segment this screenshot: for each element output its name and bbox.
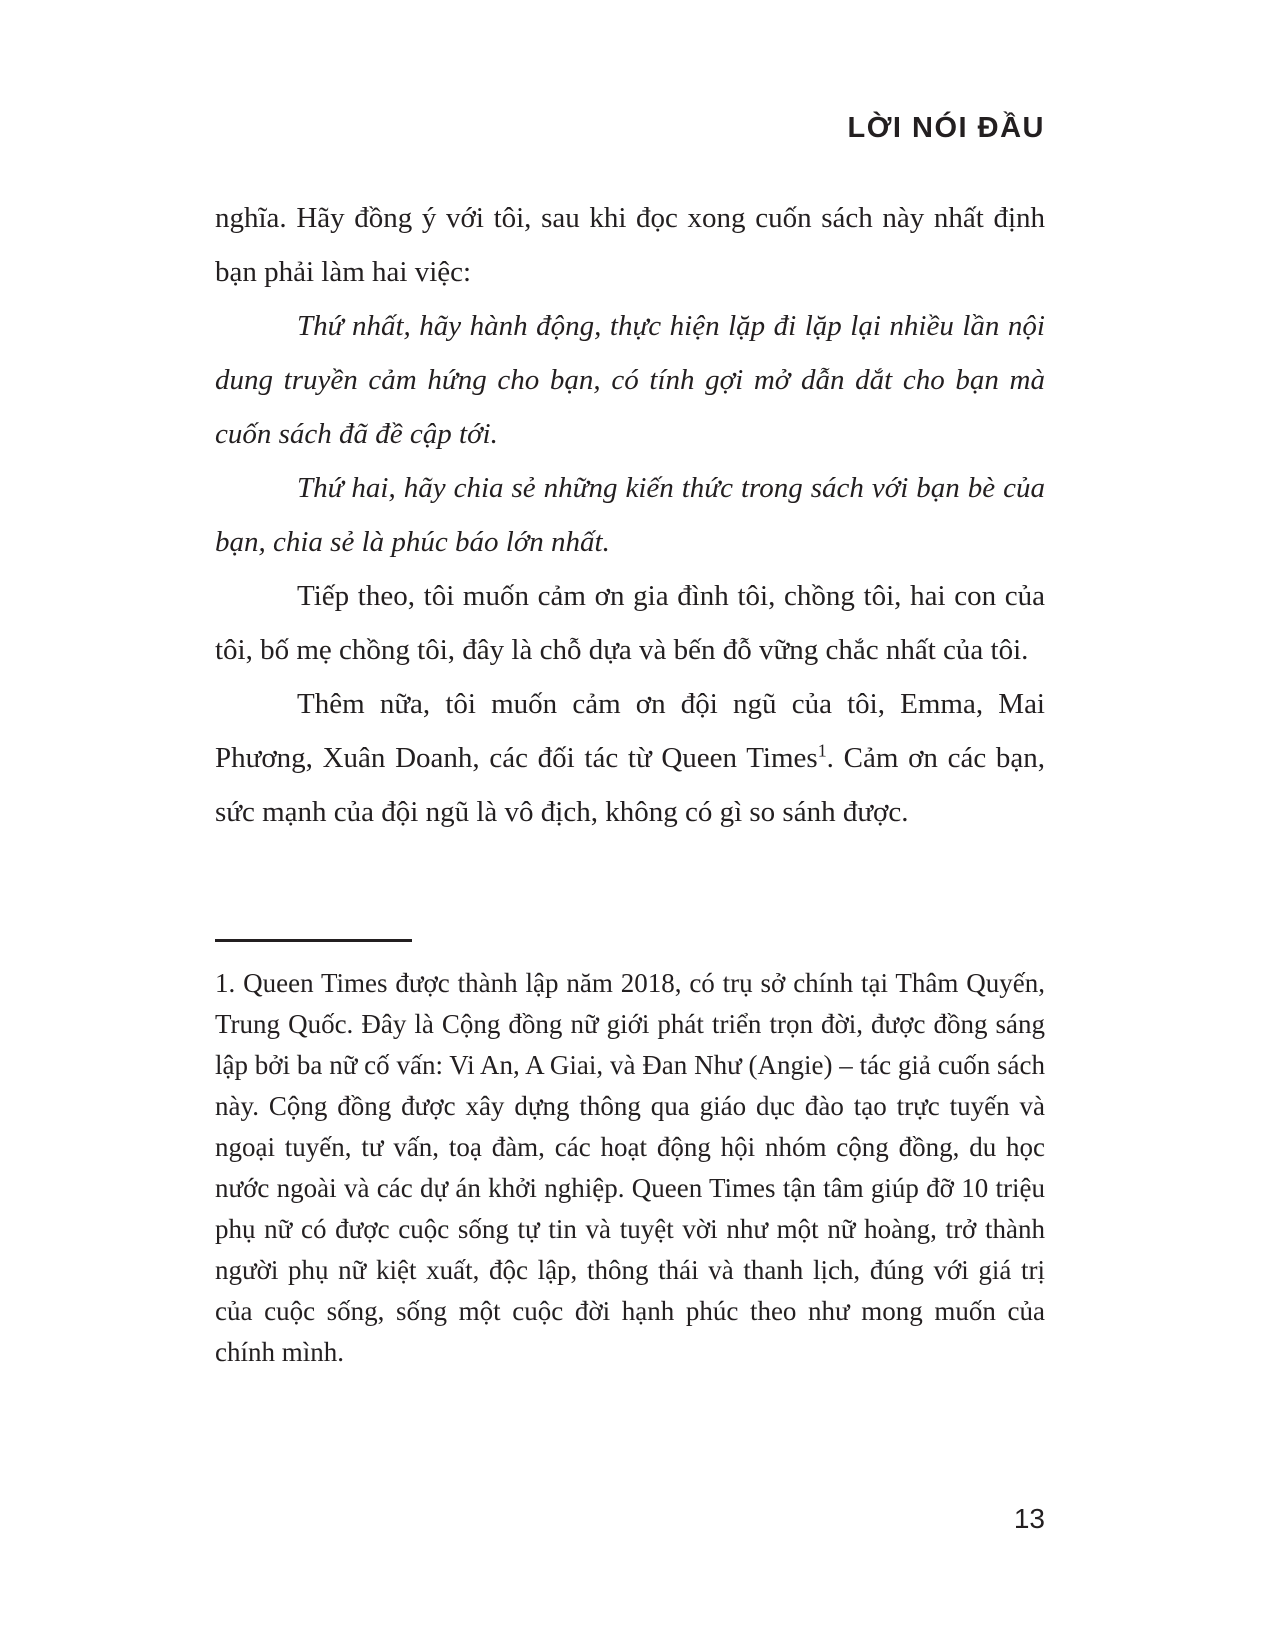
running-header: LỜI NÓI ĐẦU xyxy=(847,112,1045,144)
text-block xyxy=(215,0,1045,1373)
footnote-reference: 1 xyxy=(817,740,827,761)
body-paragraph: Thứ nhất, hãy hành động, thực hiện lặp đi lặp lại nhiều lần nội dung truyền cảm hứng cho bạn, có tính gợi mở dẫn dắt cho bạn mà cuốn sách đã đề cập tới. xyxy=(215,310,1045,450)
page-number: 13 xyxy=(1013,1503,1045,1534)
footnote-separator xyxy=(215,939,412,942)
body-paragraph: nghĩa. Hãy đồng ý với tôi, sau khi đọc xong cuốn sách này nhất định bạn phải làm hai việc: xyxy=(215,202,1045,288)
body-paragraph: Tiếp theo, tôi muốn cảm ơn gia đình tôi, chồng tôi, hai con của tôi, bố mẹ chồng tôi, đây là chỗ dựa và bến đỗ vững chắc nhất của tôi. xyxy=(215,580,1045,666)
body-paragraph xyxy=(215,677,1045,839)
body-paragraph: Thứ hai, hãy chia sẻ những kiến thức trong sách với bạn bè của bạn, chia sẻ là phúc báo lớn nhất. xyxy=(215,472,1045,558)
paragraph-text: Thêm nữa, tôi muốn cảm ơn đội ngũ của tôi, Emma, Mai Phương, Xuân Doanh, các đối tác từ Queen Times xyxy=(215,688,1045,774)
footnote-text: 1. Queen Times được thành lập năm 2018, có trụ sở chính tại Thâm Quyến, Trung Quốc. Đây là Cộng đồng nữ giới phát triển trọn đời, được đồng sáng lập bởi ba nữ cố vấn: Vi An, A Giai, và Đan Như (Angie) – tác giả cuốn sách này. Cộng đồng được xây dựng thông qua giáo dục đào tạo trực tuyến và ngoại tuyến, tư vấn, toạ đàm, các hoạt động hội nhóm cộng đồng, du học nước ngoài và các dự án khởi nghiệp. Queen Times tận tâm giúp đỡ 10 triệu phụ nữ có được cuộc sống tự tin và tuyệt vời như một nữ hoàng, trở thành người phụ nữ kiệt xuất, độc lập, thông thái và thanh lịch, đúng với giá trị của cuộc sống, sống một cuộc đời hạnh phúc theo như mong muốn của chính mình. xyxy=(215,968,1045,1367)
paragraph-text: . Cảm ơn các bạn, sức mạnh của đội ngũ là vô địch, không có gì so sánh được. xyxy=(215,742,1046,828)
body-text xyxy=(215,191,1045,839)
